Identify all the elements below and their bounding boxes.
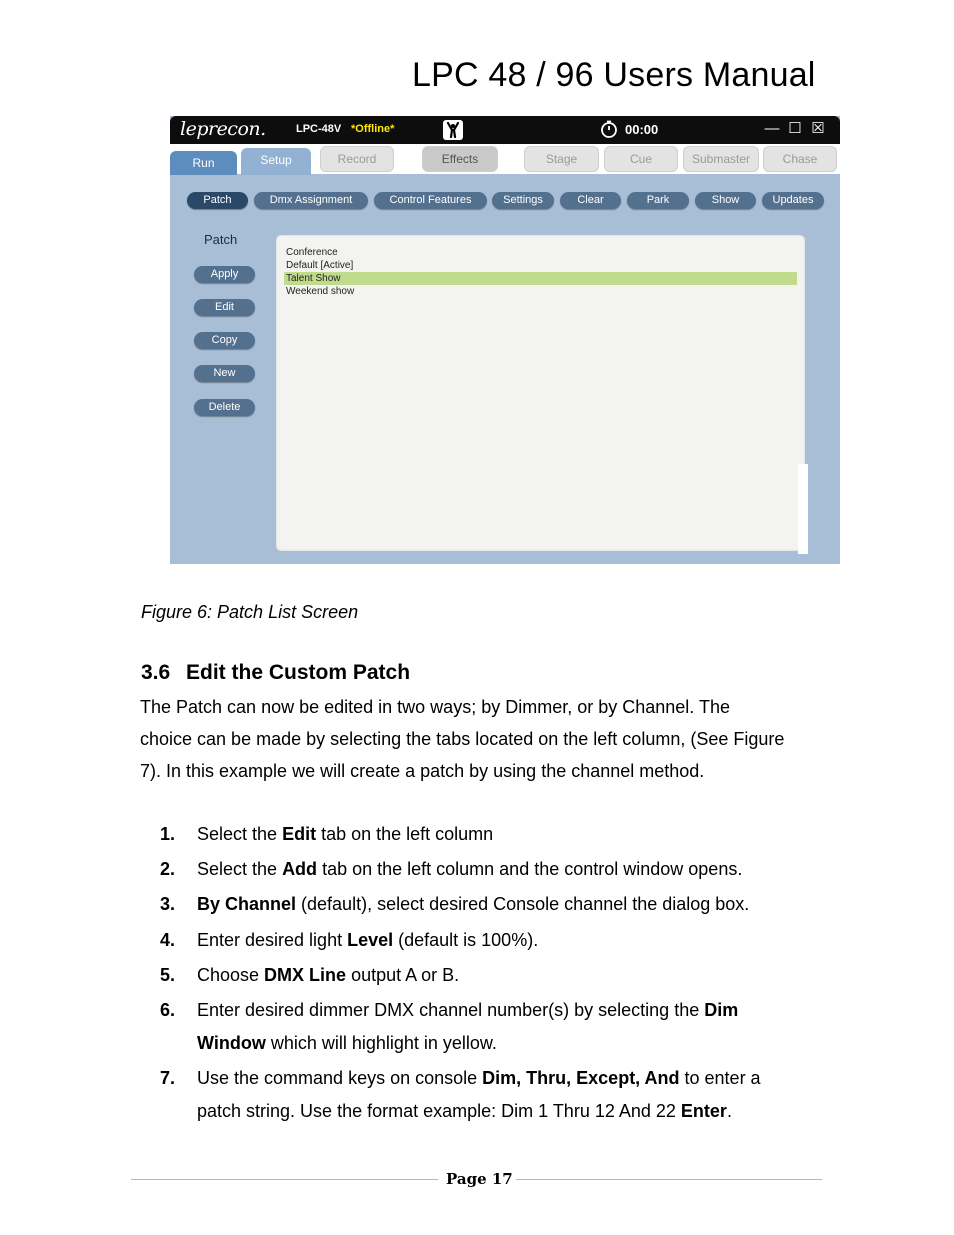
intro-line: choice can be made by selecting the tabs located on the left column, (See Figure xyxy=(140,729,785,749)
step-number: 5. xyxy=(160,965,176,985)
step-keyword: DMX Line xyxy=(264,965,347,985)
list-item[interactable]: Default [Active] xyxy=(286,260,354,271)
step-keyword: Edit xyxy=(282,824,317,844)
tab-submaster[interactable]: Submaster xyxy=(683,146,759,172)
step-number: 6. xyxy=(160,1000,176,1020)
leprecon-logo: leprecon. xyxy=(180,118,266,140)
edit-button[interactable]: Edit xyxy=(194,299,255,316)
tab-cue[interactable]: Cue xyxy=(604,146,678,172)
new-button[interactable]: New xyxy=(194,365,255,382)
intro-line: 7). In this example we will create a patch by using the channel method. xyxy=(140,761,705,781)
step-keyword: Window xyxy=(197,1033,266,1053)
step-fragment: Select the xyxy=(197,859,283,879)
subtab-park[interactable]: Park xyxy=(627,192,689,209)
apply-button[interactable]: Apply xyxy=(194,266,255,283)
step-fragment: which will highlight in yellow. xyxy=(265,1033,497,1053)
list-item[interactable]: Conference xyxy=(286,247,338,258)
page-header-title: LPC 48 / 96 Users Manual xyxy=(412,56,816,94)
step-fragment: Enter desired light xyxy=(197,930,348,950)
timer-readout: 00:00 xyxy=(625,122,659,137)
section-title: Edit the Custom Patch xyxy=(186,661,411,684)
tab-setup[interactable]: Setup xyxy=(241,148,311,175)
step-fragment: tab on the left column and the control window opens. xyxy=(317,859,743,879)
dancer-icon[interactable] xyxy=(442,119,464,141)
step-text xyxy=(197,1033,497,1054)
step-fragment: (default), select desired Console channel the dialog box. xyxy=(296,894,750,914)
figure-caption: Figure 6: Patch List Screen xyxy=(141,602,359,622)
step-fragment: Select the xyxy=(197,824,283,844)
app-title-bar xyxy=(170,116,840,144)
patch-heading: Patch xyxy=(204,232,238,247)
step-fragment: output A or B. xyxy=(346,965,460,985)
step-number: 7. xyxy=(160,1068,176,1088)
tab-record[interactable]: Record xyxy=(320,146,394,172)
step-text xyxy=(197,965,459,986)
subtab-settings[interactable]: Settings xyxy=(492,192,554,209)
step-text xyxy=(197,894,749,915)
step-text xyxy=(197,1068,761,1089)
console-model: LPC-48V xyxy=(296,123,342,135)
minimize-icon[interactable]: — xyxy=(764,120,780,137)
step-keyword: By Channel xyxy=(197,894,297,914)
step-text xyxy=(197,859,742,880)
patch-list xyxy=(284,246,797,298)
step-fragment: Use the command keys on console xyxy=(197,1068,483,1088)
list-item[interactable]: Weekend show xyxy=(286,286,355,297)
step-keyword: Enter xyxy=(680,1101,727,1121)
tab-effects[interactable]: Effects xyxy=(422,146,498,172)
intro-line: The Patch can now be edited in two ways; by Dimmer, or by Channel. The xyxy=(140,697,730,717)
step-keyword: Level xyxy=(347,930,394,950)
step-fragment: . xyxy=(726,1101,732,1121)
section-heading xyxy=(141,661,410,685)
step-fragment: (default is 100%). xyxy=(393,930,539,950)
delete-button[interactable]: Delete xyxy=(194,399,255,416)
subtab-updates[interactable]: Updates xyxy=(762,192,824,209)
step-number: 2. xyxy=(160,859,176,879)
step-text xyxy=(197,824,493,845)
tab-chase[interactable]: Chase xyxy=(763,146,837,172)
footer-rule-left xyxy=(131,1179,438,1180)
step-text xyxy=(197,1101,732,1122)
footer-rule-right xyxy=(516,1179,822,1180)
tab-stage[interactable]: Stage xyxy=(524,146,599,172)
step-number: 4. xyxy=(160,930,176,950)
step-number: 1. xyxy=(160,824,176,844)
step-keyword: Dim xyxy=(704,1000,739,1020)
tab-run[interactable]: Run xyxy=(170,151,237,175)
step-number: 3. xyxy=(160,894,176,914)
step-fragment: Choose xyxy=(197,965,265,985)
copy-button[interactable]: Copy xyxy=(194,332,255,349)
patch-list-panel xyxy=(276,235,805,551)
step-fragment: to enter a xyxy=(679,1068,761,1088)
step-fragment: tab on the left column xyxy=(316,824,494,844)
step-keyword: Dim, Thru, Except, And xyxy=(482,1068,680,1088)
list-item-selected[interactable]: Talent Show xyxy=(284,272,797,285)
stopwatch-icon xyxy=(600,120,618,138)
subtab-control-features[interactable]: Control Features xyxy=(374,192,487,209)
step-fragment: Enter desired dimmer DMX channel number(s) by selecting the xyxy=(197,1000,705,1020)
panel-edge xyxy=(798,464,808,554)
page-number: Page 17 xyxy=(446,1170,513,1188)
main-tab-bar xyxy=(170,144,840,174)
step-keyword: Add xyxy=(282,859,318,879)
maximize-icon[interactable]: ☐ xyxy=(788,120,802,137)
subtab-patch[interactable]: Patch xyxy=(187,192,248,209)
step-text xyxy=(197,930,538,951)
subtab-show[interactable]: Show xyxy=(695,192,756,209)
section-number: 3.6 xyxy=(141,661,171,684)
step-text xyxy=(197,1000,738,1021)
patch-list-screenshot xyxy=(170,116,840,564)
subtab-clear[interactable]: Clear xyxy=(560,192,621,209)
offline-status: *Offline* xyxy=(351,123,395,135)
close-icon[interactable]: ☒ xyxy=(811,120,825,137)
subtab-dmx-assignment[interactable]: Dmx Assignment xyxy=(254,192,368,209)
step-fragment: patch string. Use the format example: Dim 1 Thru 12 And 22 xyxy=(197,1101,681,1121)
